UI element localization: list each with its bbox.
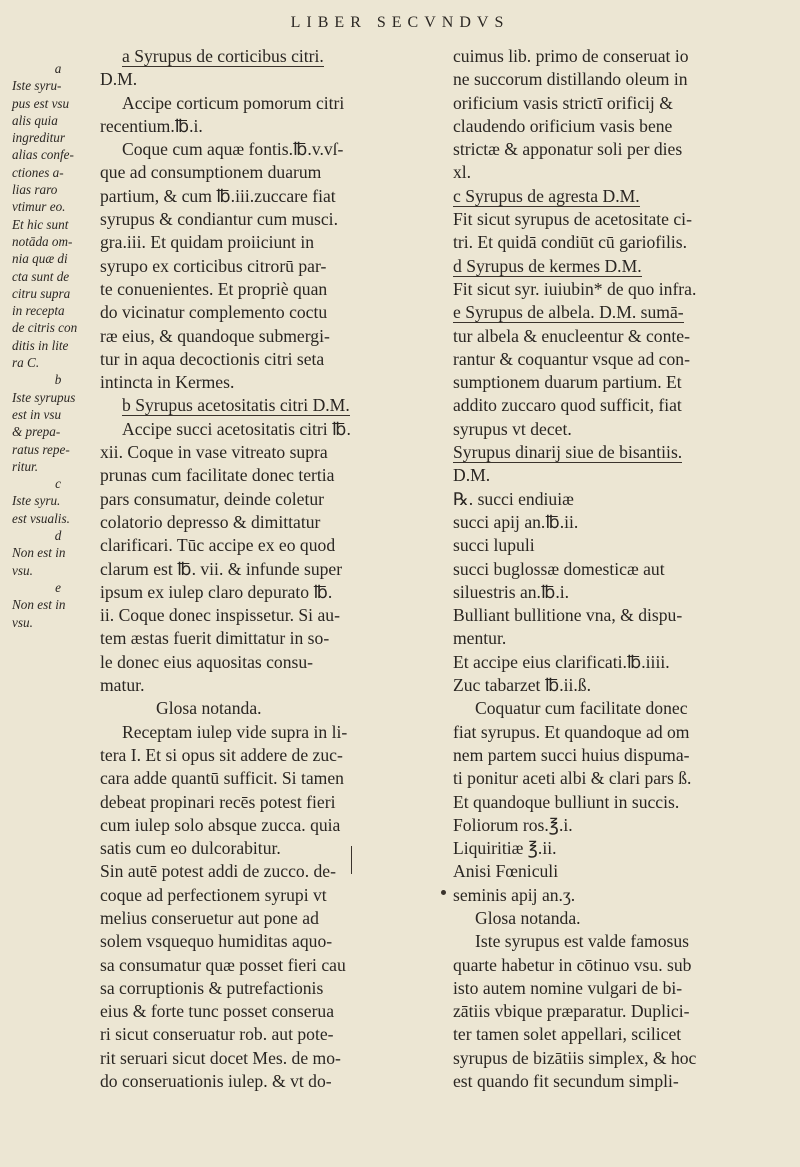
- text-line: tem æstas fuerit dimittatur in so-: [100, 628, 330, 649]
- text-line: mentur.: [453, 628, 507, 649]
- text-line: isto autem nomine vulgari de bi-: [453, 977, 683, 998]
- text-line: seminis apij an.ʒ.: [453, 884, 576, 905]
- text-line: Coque cum aquæ fontis.℔.v.vſ-: [122, 139, 344, 160]
- margin-note: ratus repe-: [12, 441, 70, 457]
- glosa-bracket-mark: [351, 846, 352, 874]
- heading-syrupus-de-albela: e Syrupus de albela. D.M. sumā-: [453, 302, 684, 323]
- text-line: clarum est ℔. vii. & infunde super: [100, 558, 343, 579]
- text-line: rit seruari sicut docet Mes. de mo-: [100, 1047, 341, 1068]
- text-line: ipsum ex iulep claro depurato ℔.: [100, 581, 333, 602]
- text-line: sumptionem duarum partium. Et: [453, 372, 682, 393]
- text-line: partium, & cum ℔.iii.zuccare fiat: [100, 185, 336, 206]
- running-header: LIBER SECVNDVS: [290, 14, 510, 31]
- text-line: Bulliant bullitione vna, & dispu-: [453, 605, 683, 626]
- heading-syrupus-de-kermes: d Syrupus de kermes D.M.: [453, 255, 642, 276]
- text-line: Accipe corticum pomorum citri: [122, 92, 345, 113]
- text-line: eius & forte tunc posset conserua: [100, 1001, 335, 1022]
- text-line: ri sicut conseruatur rob. aut pote-: [100, 1024, 334, 1045]
- text-line: D.M.: [453, 465, 491, 486]
- text-line: addito zuccaro quod sufficit, fiat: [453, 395, 682, 416]
- text-line: pars consumatur, deinde coletur: [100, 488, 325, 509]
- text-line: D.M.: [100, 69, 138, 90]
- text-line: intincta in Kermes.: [100, 372, 235, 393]
- text-line: claudendo orificium vasis bene: [453, 115, 673, 136]
- text-line: cum iulep solo absque zucca. quia: [100, 814, 341, 835]
- heading-syrupus-de-corticibus-citri: a Syrupus de corticibus citri.: [122, 46, 324, 66]
- margin-note: ra C.: [12, 355, 40, 371]
- text-line: ter tamen solet appellari, scilicet: [453, 1024, 682, 1045]
- margin-note: est in vsu: [12, 406, 62, 422]
- margin-note: Non est in: [12, 545, 66, 561]
- margin-note: ritur.: [12, 458, 39, 474]
- margin-note: citru supra: [12, 285, 71, 301]
- text-line: succi apij an.℔.ii.: [453, 511, 579, 532]
- text-line: tri. Et quidā condiūt cū gariofilis.: [453, 232, 688, 253]
- text-line: Accipe succi acetositatis citri ℔.: [122, 418, 351, 439]
- text-line: coque ad perfectionem syrupi vt: [100, 884, 327, 905]
- text-line: Fit sicut syrupus de acetositate ci-: [453, 209, 692, 230]
- text-line: recentium.℔.i.: [100, 115, 203, 136]
- text-line: Iste syrupus est valde famosus: [475, 931, 690, 952]
- text-line: syrupus de bizātiis simplex, & hoc: [453, 1047, 697, 1068]
- margin-note: ctiones a-: [12, 164, 64, 180]
- right-column: [453, 45, 783, 1093]
- text-line: ne succorum distillando oleum in: [453, 69, 688, 90]
- margin-note: alis quia: [12, 112, 58, 128]
- text-line: cuimus lib. primo de conseruat io: [453, 46, 689, 66]
- margin-note: de citris con: [12, 320, 78, 336]
- text-line: prunas cum facilitate donec tertia: [100, 465, 335, 486]
- text-line: Fit sicut syr. iuiubin* de quo infra.: [453, 278, 697, 299]
- text-line: succi buglossæ domesticæ aut: [453, 558, 665, 579]
- text-line: colatorio depresso & dimittatur: [100, 511, 321, 532]
- text-line: cara adde quantū sufficit. Si tamen: [100, 768, 344, 789]
- margin-note: in recepta: [12, 303, 65, 319]
- text-line: Anisi Fœniculi: [453, 861, 559, 882]
- margin-note: e: [55, 579, 61, 595]
- margin-note: c: [55, 476, 61, 492]
- margin-note: est vsualis.: [12, 510, 70, 526]
- text-line: tera I. Et si opus sit addere de zuc-: [100, 744, 343, 765]
- margin-note: Iste syrupus: [12, 389, 76, 405]
- margin-note: Iste syru.: [12, 493, 61, 509]
- text-line: tur in aqua decoctionis citri seta: [100, 348, 325, 369]
- text-line: le donec eius aquositas consu-: [100, 651, 314, 672]
- margin-note: vsu.: [12, 614, 33, 630]
- heading-syrupus-dinarij: Syrupus dinarij siue de bisantiis.: [453, 442, 683, 463]
- text-line: Sin autē potest addi de zucco. de-: [100, 861, 336, 882]
- text-line: ræ eius, & quandoque submergi-: [100, 325, 330, 346]
- text-line: clarificari. Tūc accipe ex eo quod: [100, 535, 336, 556]
- subheading-glosa-notanda: Glosa notanda.: [475, 907, 581, 928]
- margin-notes: [12, 60, 98, 631]
- text-line: ti ponitur aceti albi & clari pars ß.: [453, 768, 692, 789]
- margin-note: cta sunt de: [12, 268, 70, 284]
- text-line: ℞. succi endiuiæ: [453, 488, 574, 509]
- margin-note: notāda om-: [12, 233, 73, 249]
- text-line: Foliorum ros.℥.i.: [453, 814, 573, 835]
- text-line: melius conseruetur aut pone ad: [100, 907, 319, 928]
- text-line: matur.: [100, 675, 145, 696]
- text-line: strictæ & apponatur soli per dies: [453, 139, 683, 160]
- text-line: siluestris an.℔.i.: [453, 581, 570, 602]
- text-line: orificium vasis strictī orificij &: [453, 92, 673, 113]
- text-line: Coquatur cum facilitate donec: [475, 698, 688, 719]
- text-line: satis cum eo dulcorabitur.: [100, 838, 281, 859]
- text-line: succi lupuli: [453, 535, 535, 556]
- text-line: tur albela & enucleentur & conte-: [453, 325, 690, 346]
- margin-note: vsu.: [12, 562, 33, 578]
- text-line: do vicinatur complemento coctu: [100, 302, 328, 323]
- text-line: zātiis vbique præparatur. Duplici-: [453, 1001, 690, 1022]
- subheading-glosa-notanda: Glosa notanda.: [156, 698, 262, 719]
- text-line: Receptam iulep vide supra in li-: [122, 721, 348, 742]
- text-line: xl.: [453, 162, 472, 183]
- text-line: te conuenientes. Et propriè quan: [100, 278, 328, 299]
- text-line: rantur & coquantur vsque ad con-: [453, 348, 690, 369]
- text-line: syrupus & condiantur cum musci.: [100, 209, 338, 230]
- text-line: nem partem succi huius dispuma-: [453, 744, 690, 765]
- margin-note: & prepa-: [12, 424, 61, 440]
- text-line: solem vsquequo humiditas aquo-: [100, 931, 333, 952]
- margin-note: Non est in: [12, 597, 66, 613]
- text-line: syrupus vt decet.: [453, 418, 572, 439]
- text-line: Et accipe eius clarificati.℔.iiii.: [453, 651, 670, 672]
- text-line: sa corruptionis & putrefactionis: [100, 977, 324, 998]
- margin-note: a: [54, 61, 62, 76]
- left-column: [100, 45, 422, 1093]
- margin-note: ditis in lite: [12, 337, 69, 353]
- text-line: syrupo ex corticibus citrorū par-: [100, 255, 327, 276]
- text-line: fiat syrupus. Et quandoque ad om: [453, 721, 690, 742]
- margin-note: nia quæ di: [12, 251, 68, 267]
- text-line: do conseruationis iulep. & vt do-: [100, 1071, 332, 1092]
- text-line: Et quandoque bulliunt in succis.: [453, 791, 680, 812]
- text-line: quarte habetur in cōtinuo vsu. sub: [453, 954, 692, 975]
- margin-note: pus est vsu: [12, 95, 70, 111]
- text-line: Liquiritiæ ℥.ii.: [453, 838, 557, 859]
- text-line: que ad consumptionem duarum: [100, 162, 322, 183]
- margin-note: b: [54, 372, 62, 388]
- text-line: gra.iii. Et quidam proiiciunt in: [100, 232, 315, 253]
- text-line: debeat propinari recēs potest fieri: [100, 791, 336, 812]
- text-line: ii. Coque donec inspissetur. Si au-: [100, 605, 340, 626]
- column-bullet-mark: [441, 890, 446, 895]
- text-line: Zuc tabarzet ℔.ii.ß.: [453, 675, 591, 696]
- heading-syrupus-de-agresta: c Syrupus de agresta D.M.: [453, 185, 640, 206]
- margin-note: alias confe-: [12, 147, 74, 163]
- text-line: est quando fit secundum simpli-: [453, 1071, 679, 1092]
- margin-note: Et hic sunt: [12, 216, 69, 232]
- margin-note: vtimur eo.: [12, 199, 66, 215]
- margin-note: d: [54, 528, 62, 544]
- text-line: xii. Coque in vase vitreato supra: [100, 442, 328, 463]
- margin-note: ingreditur: [12, 130, 65, 146]
- margin-note: Iste syru-: [12, 78, 62, 94]
- margin-note: lias raro: [12, 182, 58, 198]
- text-line: sa consumatur quæ posset fieri cau: [100, 954, 346, 975]
- heading-syrupus-acetositatis-citri: b Syrupus acetositatis citri D.M.: [122, 395, 350, 416]
